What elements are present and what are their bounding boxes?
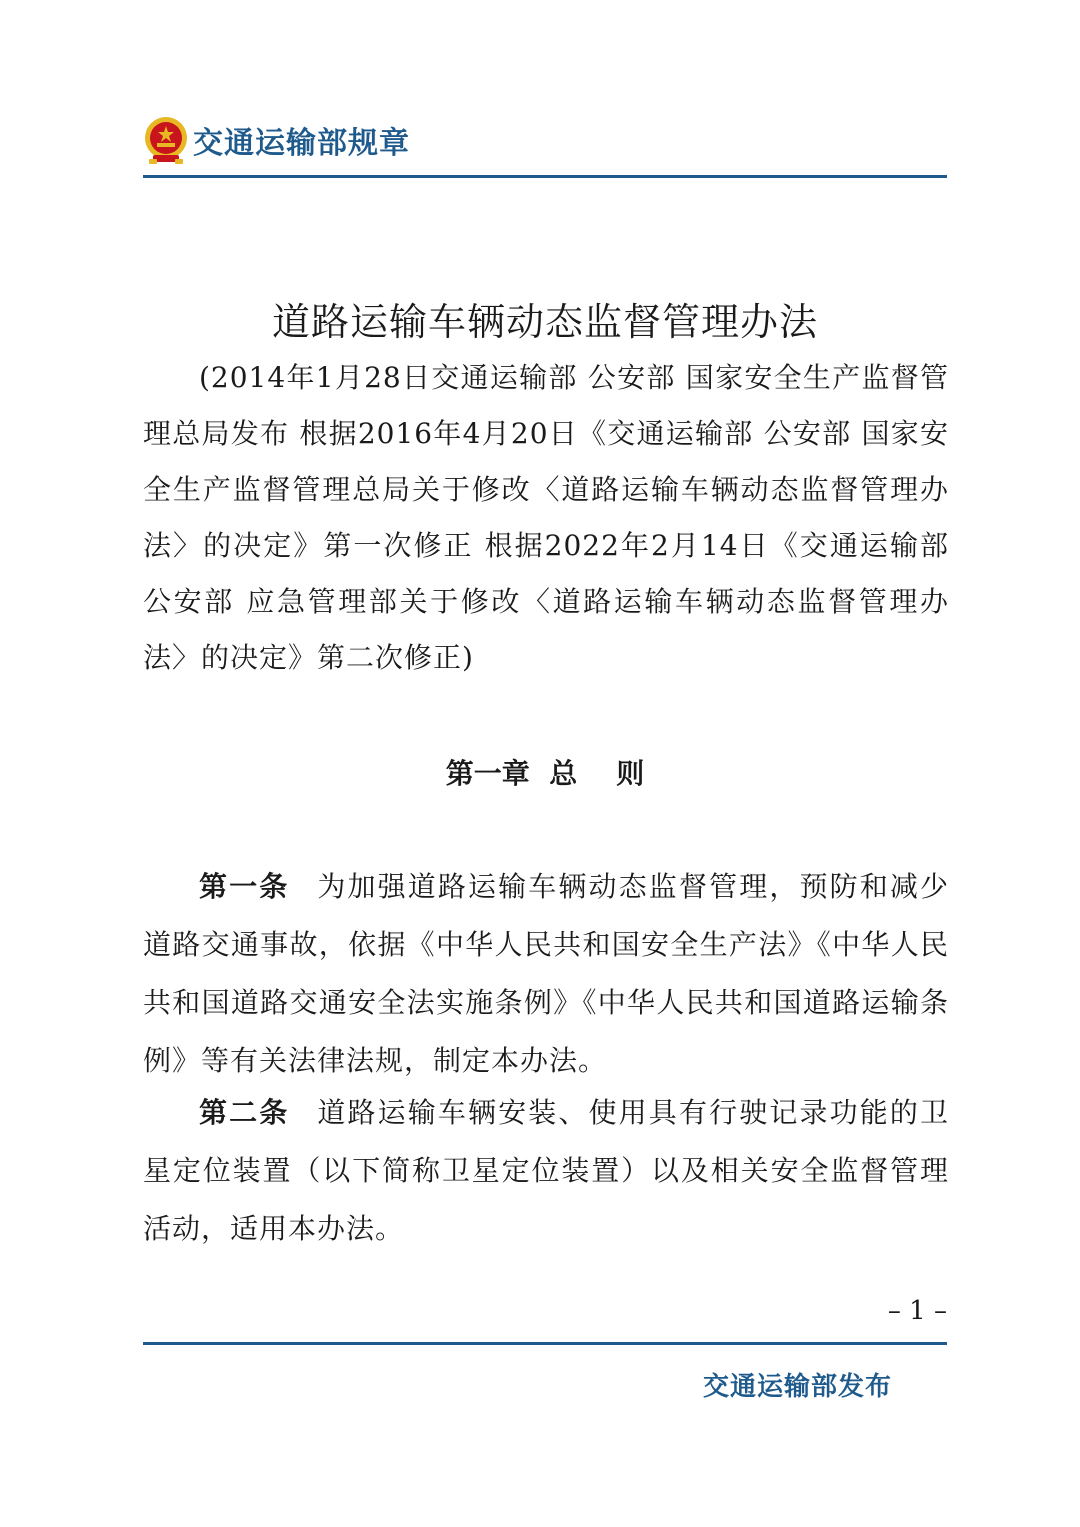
document-title: 道路运输车辆动态监督管理办法: [271, 300, 818, 344]
header-title: 交通运输部规章: [193, 126, 410, 161]
footer-divider: [143, 1342, 947, 1345]
article-2-text: 道路运输车辆安装、使用具有行驶记录功能的卫星定位装置（以下简称卫星定位装置）以及相关安全监督管理活动，适用本办法。: [143, 1096, 949, 1245]
article-2: [143, 1084, 949, 1258]
chapter-heading: 第一章 总 则: [445, 757, 645, 790]
page-number: – 1 –: [887, 1296, 947, 1326]
national-emblem-icon: [143, 115, 189, 165]
article-2-label: 第二条: [199, 1096, 290, 1129]
article-1-text: 为加强道路运输车辆动态监督管理，预防和减少道路交通事故，依据《中华人民共和国安全生产法》《中华人民共和国道路交通安全法实施条例》《中华人民共和国道路运输条例》等有关法律法规，制定本办法。: [143, 870, 949, 1077]
article-1-label: 第一条: [199, 870, 290, 903]
article-1: [143, 858, 949, 1090]
page-header: [143, 112, 410, 168]
footer-publisher: 交通运输部发布: [703, 1372, 893, 1402]
amendment-note: (2014年1月28日交通运输部 公安部 国家安全生产监督管理总局发布 根据2016年4月20日《交通运输部 公安部 国家安全生产监督管理总局关于修改〈道路运输车辆动态监督管理办法〉的决定》第一次修正 根据2022年2月14日《交通运输部 公安部 应急管理部关于修改〈道路运输车辆动态监督管理办法〉的决定》第二次修正): [143, 361, 949, 674]
header-divider: [143, 175, 947, 178]
